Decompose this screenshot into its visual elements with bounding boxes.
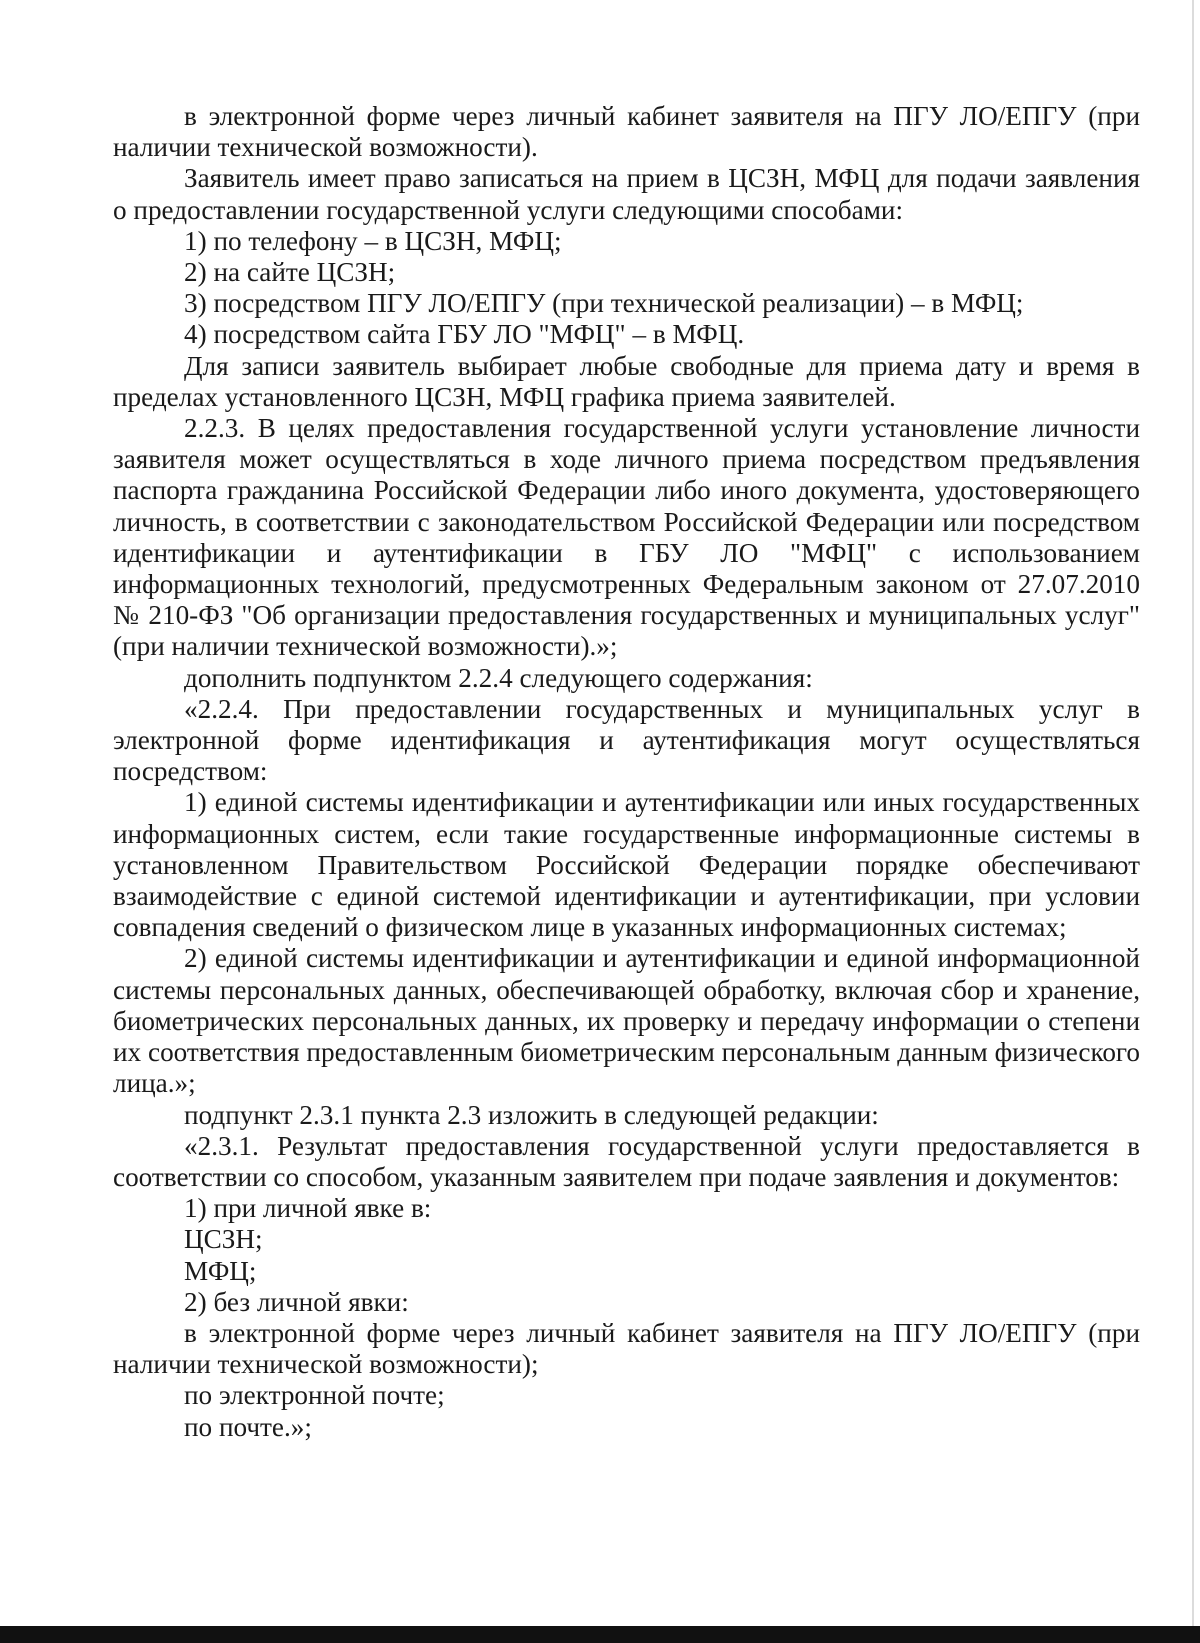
paragraph-2-2-3: 2.2.3. В целях предоставления государственной услуги установление личности заявителя может осуществляться в ходе личного приема посредством предъявления паспорта гражданина Российской Федерации либо иного документа, удостоверяющего личность, в соответствии с законодательством Российской Федерации или посредством идентификации и аутентификации в ГБУ ЛО "МФЦ" с использованием информационных технологий, предусмотренных Федеральным законом от 27.07.2010 № 210-ФЗ "Об организации предоставления государственных и муниципальных услуг" (при наличии технической возможности).»; [113, 413, 1140, 662]
list-item-biometric-system: 2) единой системы идентификации и аутентификации и единой информационной системы персональных данных, обеспечивающей обработку, включая сбор и хранение, биометрических персональных данных, их проверку и передачу информации о степени их соответствия предоставленным биометрическим персональным данным физического лица.»; [113, 943, 1140, 1099]
list-item-by-phone: 1) по телефону – в ЦСЗН, МФЦ; [184, 225, 562, 256]
list-item-on-site: 2) на сайте ЦСЗН; [184, 257, 396, 288]
list-item-unified-identification-system: 1) единой системы идентификации и аутентификации или иных государственных информационных систем, если такие государственные информационные системы в установленном Правительством Российской Федерации порядке обеспечивают взаимодействие с единой системой идентификации и аутентификации, при условии совпадения сведений о физическом лице в указанных информационных системах; [113, 787, 1140, 943]
paragraph-date-time-selection: Для записи заявитель выбирает любые свободные для приема дату и время в пределах установленного ЦСЗН, МФЦ графика приема заявителей. [113, 350, 1140, 412]
paragraph-appointment-rights: Заявитель имеет право записаться на прием в ЦСЗН, МФЦ для подачи заявления о предоставлении государственной услуги следующими способами: [113, 163, 1140, 225]
list-item-mfc: МФЦ; [184, 1255, 257, 1286]
list-item-personal-visit: 1) при личной явке в: [184, 1193, 432, 1224]
paragraph-restate-2-3-1: подпункт 2.3.1 пункта 2.3 изложить в следующей редакции: [184, 1099, 879, 1130]
paragraph-2-2-4: «2.2.4. При предоставлении государственных и муниципальных услуг в электронной форме идентификация и аутентификация могут осуществляться посредством: [113, 693, 1140, 787]
list-item-by-email: по электронной почте; [184, 1380, 445, 1411]
list-item-via-pgu: 3) посредством ПГУ ЛО/ЕПГУ (при технической реализации) – в МФЦ; [184, 288, 1024, 319]
list-item-cszn: ЦСЗН; [184, 1224, 263, 1255]
list-item-without-visit: 2) без личной явки: [184, 1286, 409, 1317]
list-item-electronic-cabinet: в электронной форме через личный кабинет заявителя на ПГУ ЛО/ЕПГУ (при наличии технической возможности); [113, 1317, 1140, 1380]
scan-bottom-edge [0, 1626, 1200, 1643]
list-item-by-post: по почте.»; [184, 1411, 312, 1442]
page-right-edge [1192, 0, 1194, 1626]
list-item-via-mfc-site: 4) посредством сайта ГБУ ЛО "МФЦ" – в МФЦ. [184, 319, 745, 350]
document-text [113, 101, 1140, 1443]
paragraph-electronic-form-intro: в электронной форме через личный кабинет заявителя на ПГУ ЛО/ЕПГУ (при наличии технической возможности). [113, 101, 1140, 163]
paragraph-2-3-1: «2.3.1. Результат предоставления государственной услуги предоставляется в соответствии со способом, указанным заявителем при подаче заявления и документов: [113, 1130, 1140, 1192]
paragraph-add-subclause-2-2-4: дополнить подпунктом 2.2.4 следующего содержания: [184, 662, 813, 693]
